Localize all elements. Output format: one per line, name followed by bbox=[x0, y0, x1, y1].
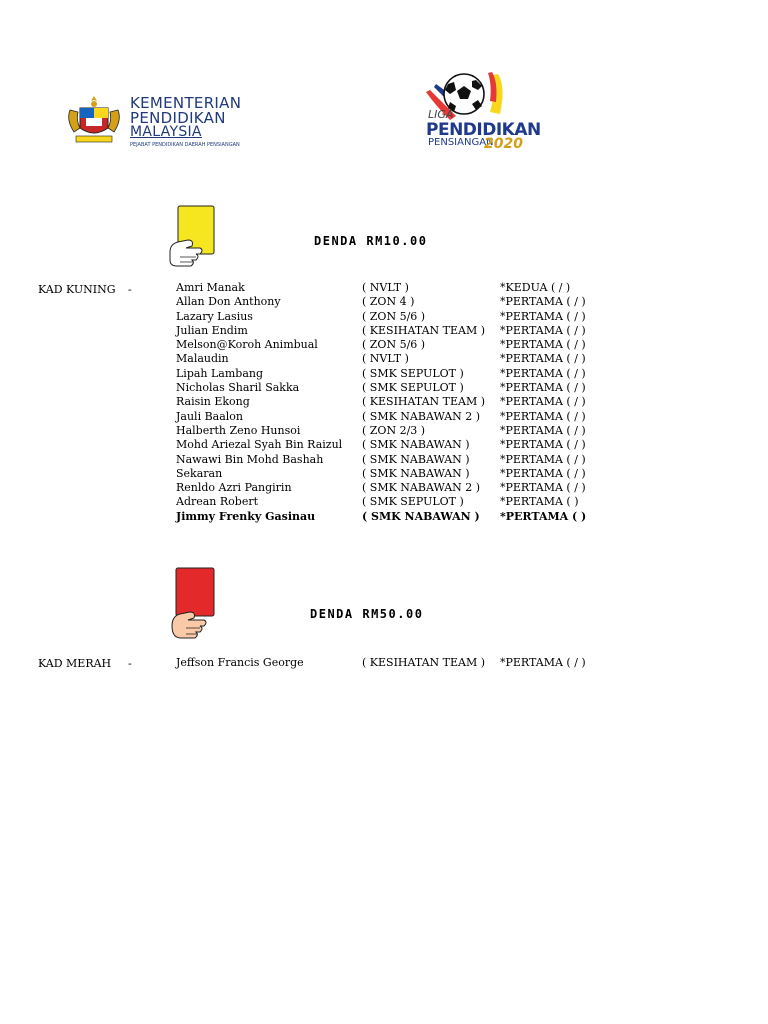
list-item bbox=[0, 656, 768, 670]
malaysia-crest-icon bbox=[64, 92, 124, 146]
team-name: ( SMK NABAWAN ) bbox=[362, 509, 480, 523]
player-name: Melson@Koroh Animbual bbox=[176, 338, 318, 352]
team-name: ( SMK SEPULOT ) bbox=[362, 495, 464, 509]
ministry-logo bbox=[64, 90, 254, 150]
team-name: ( SMK NABAWAN ) bbox=[362, 466, 470, 480]
list-item bbox=[0, 495, 768, 509]
player-name: Allan Don Anthony bbox=[176, 295, 281, 309]
team-name: ( SMK NABAWAN 2 ) bbox=[362, 481, 481, 495]
list-item bbox=[0, 410, 768, 424]
player-name: Renldo Azri Pangirin bbox=[176, 481, 292, 495]
liga-year: 2020 bbox=[484, 136, 523, 152]
offence-count: *PERTAMA ( / ) bbox=[500, 452, 586, 466]
list-item bbox=[0, 324, 768, 338]
offence-count: *PERTAMA ( / ) bbox=[500, 295, 586, 309]
offence-count: *PERTAMA ( / ) bbox=[500, 409, 586, 423]
list-item bbox=[0, 281, 768, 295]
team-name: ( SMK NABAWAN 2 ) bbox=[362, 409, 481, 423]
ministry-name-line3: MALAYSIA bbox=[130, 124, 202, 140]
list-item bbox=[0, 453, 768, 467]
list-item bbox=[0, 467, 768, 481]
offence-count: *PERTAMA ( / ) bbox=[500, 381, 586, 395]
list-item bbox=[0, 295, 768, 309]
offence-count: *PERTAMA ( / ) bbox=[500, 395, 586, 409]
list-item bbox=[0, 510, 768, 524]
fine-heading-red: DENDA RM50.00 bbox=[310, 607, 424, 621]
player-name: Sekaran bbox=[176, 466, 223, 480]
offence-count: *PERTAMA ( / ) bbox=[500, 323, 586, 337]
team-name: ( KESIHATAN TEAM ) bbox=[362, 395, 486, 409]
pendidikan-word: PENDIDIKAN bbox=[426, 120, 541, 140]
red-card-list bbox=[0, 656, 768, 670]
offence-count: *PERTAMA ( / ) bbox=[500, 438, 586, 452]
offence-count: *PERTAMA ( / ) bbox=[500, 366, 586, 380]
player-name: Mohd Ariezal Syah Bin Raizul bbox=[176, 438, 343, 452]
team-name: ( SMK SEPULOT ) bbox=[362, 366, 464, 380]
liga-logo bbox=[426, 70, 541, 158]
team-name: ( SMK NABAWAN ) bbox=[362, 452, 470, 466]
team-name: ( SMK SEPULOT ) bbox=[362, 381, 464, 395]
player-name: Jauli Baalon bbox=[176, 409, 244, 423]
list-item bbox=[0, 424, 768, 438]
offence-count: *PERTAMA ( ) bbox=[500, 509, 587, 523]
offence-count: *PERTAMA ( / ) bbox=[500, 309, 586, 323]
ministry-office-line: PEJABAT PENDIDIKAN DAERAH PENSIANGAN bbox=[130, 142, 240, 148]
player-name: Lipah Lambang bbox=[176, 366, 264, 380]
player-name: Malaudin bbox=[176, 352, 229, 366]
offence-count: *KEDUA ( / ) bbox=[500, 281, 571, 294]
list-item bbox=[0, 438, 768, 452]
liga-word: LIGA bbox=[428, 108, 454, 121]
player-name: Raisin Ekong bbox=[176, 395, 250, 409]
player-name: Nicholas Sharil Sakka bbox=[176, 381, 300, 395]
team-name: ( NVLT ) bbox=[362, 281, 409, 294]
player-name: Julian Endim bbox=[176, 323, 248, 337]
list-item bbox=[0, 395, 768, 409]
list-item bbox=[0, 481, 768, 495]
player-name: Jeffson Francis George bbox=[176, 656, 304, 669]
player-name: Halberth Zeno Hunsoi bbox=[176, 423, 301, 437]
red-card-icon bbox=[170, 566, 220, 644]
offence-count: *PERTAMA ( ) bbox=[500, 495, 579, 509]
offence-count: *PERTAMA ( / ) bbox=[500, 481, 586, 495]
offence-count: *PERTAMA ( / ) bbox=[500, 352, 586, 366]
list-item bbox=[0, 367, 768, 381]
list-item bbox=[0, 310, 768, 324]
category-label-red: KAD MERAH bbox=[38, 657, 112, 670]
player-name: Nawawi Bin Mohd Bashah bbox=[176, 452, 324, 466]
team-name: ( ZON 5/6 ) bbox=[362, 309, 426, 323]
category-dash-yellow: - bbox=[128, 283, 132, 296]
player-name: Amri Manak bbox=[176, 281, 245, 294]
team-name: ( SMK NABAWAN ) bbox=[362, 438, 470, 452]
player-name: Lazary Lasius bbox=[176, 309, 253, 323]
ministry-name-line1: KEMENTERIAN bbox=[130, 94, 242, 112]
player-name: Adrean Robert bbox=[176, 495, 259, 509]
offence-count: *PERTAMA ( / ) bbox=[500, 338, 586, 352]
category-label-yellow: KAD KUNING bbox=[38, 283, 116, 296]
team-name: ( ZON 4 ) bbox=[362, 295, 415, 309]
list-item bbox=[0, 381, 768, 395]
team-name: ( KESIHATAN TEAM ) bbox=[362, 656, 486, 669]
list-item bbox=[0, 352, 768, 366]
team-name: ( NVLT ) bbox=[362, 352, 409, 366]
list-item bbox=[0, 338, 768, 352]
offence-count: *PERTAMA ( / ) bbox=[500, 423, 586, 437]
team-name: ( ZON 5/6 ) bbox=[362, 338, 426, 352]
category-dash-red: - bbox=[128, 657, 132, 670]
yellow-card-icon bbox=[166, 204, 220, 276]
ministry-name-line2: PENDIDIKAN bbox=[130, 109, 226, 127]
offence-count: *PERTAMA ( / ) bbox=[500, 466, 586, 480]
offence-count: *PERTAMA ( / ) bbox=[500, 656, 586, 669]
fine-heading-yellow: DENDA RM10.00 bbox=[314, 234, 428, 248]
yellow-card-list bbox=[0, 281, 768, 524]
player-name: Jimmy Frenky Gasinau bbox=[176, 509, 316, 523]
team-name: ( ZON 2/3 ) bbox=[362, 423, 426, 437]
team-name: ( KESIHATAN TEAM ) bbox=[362, 323, 486, 337]
pensiangan-word: PENSIANGAN bbox=[428, 137, 494, 148]
